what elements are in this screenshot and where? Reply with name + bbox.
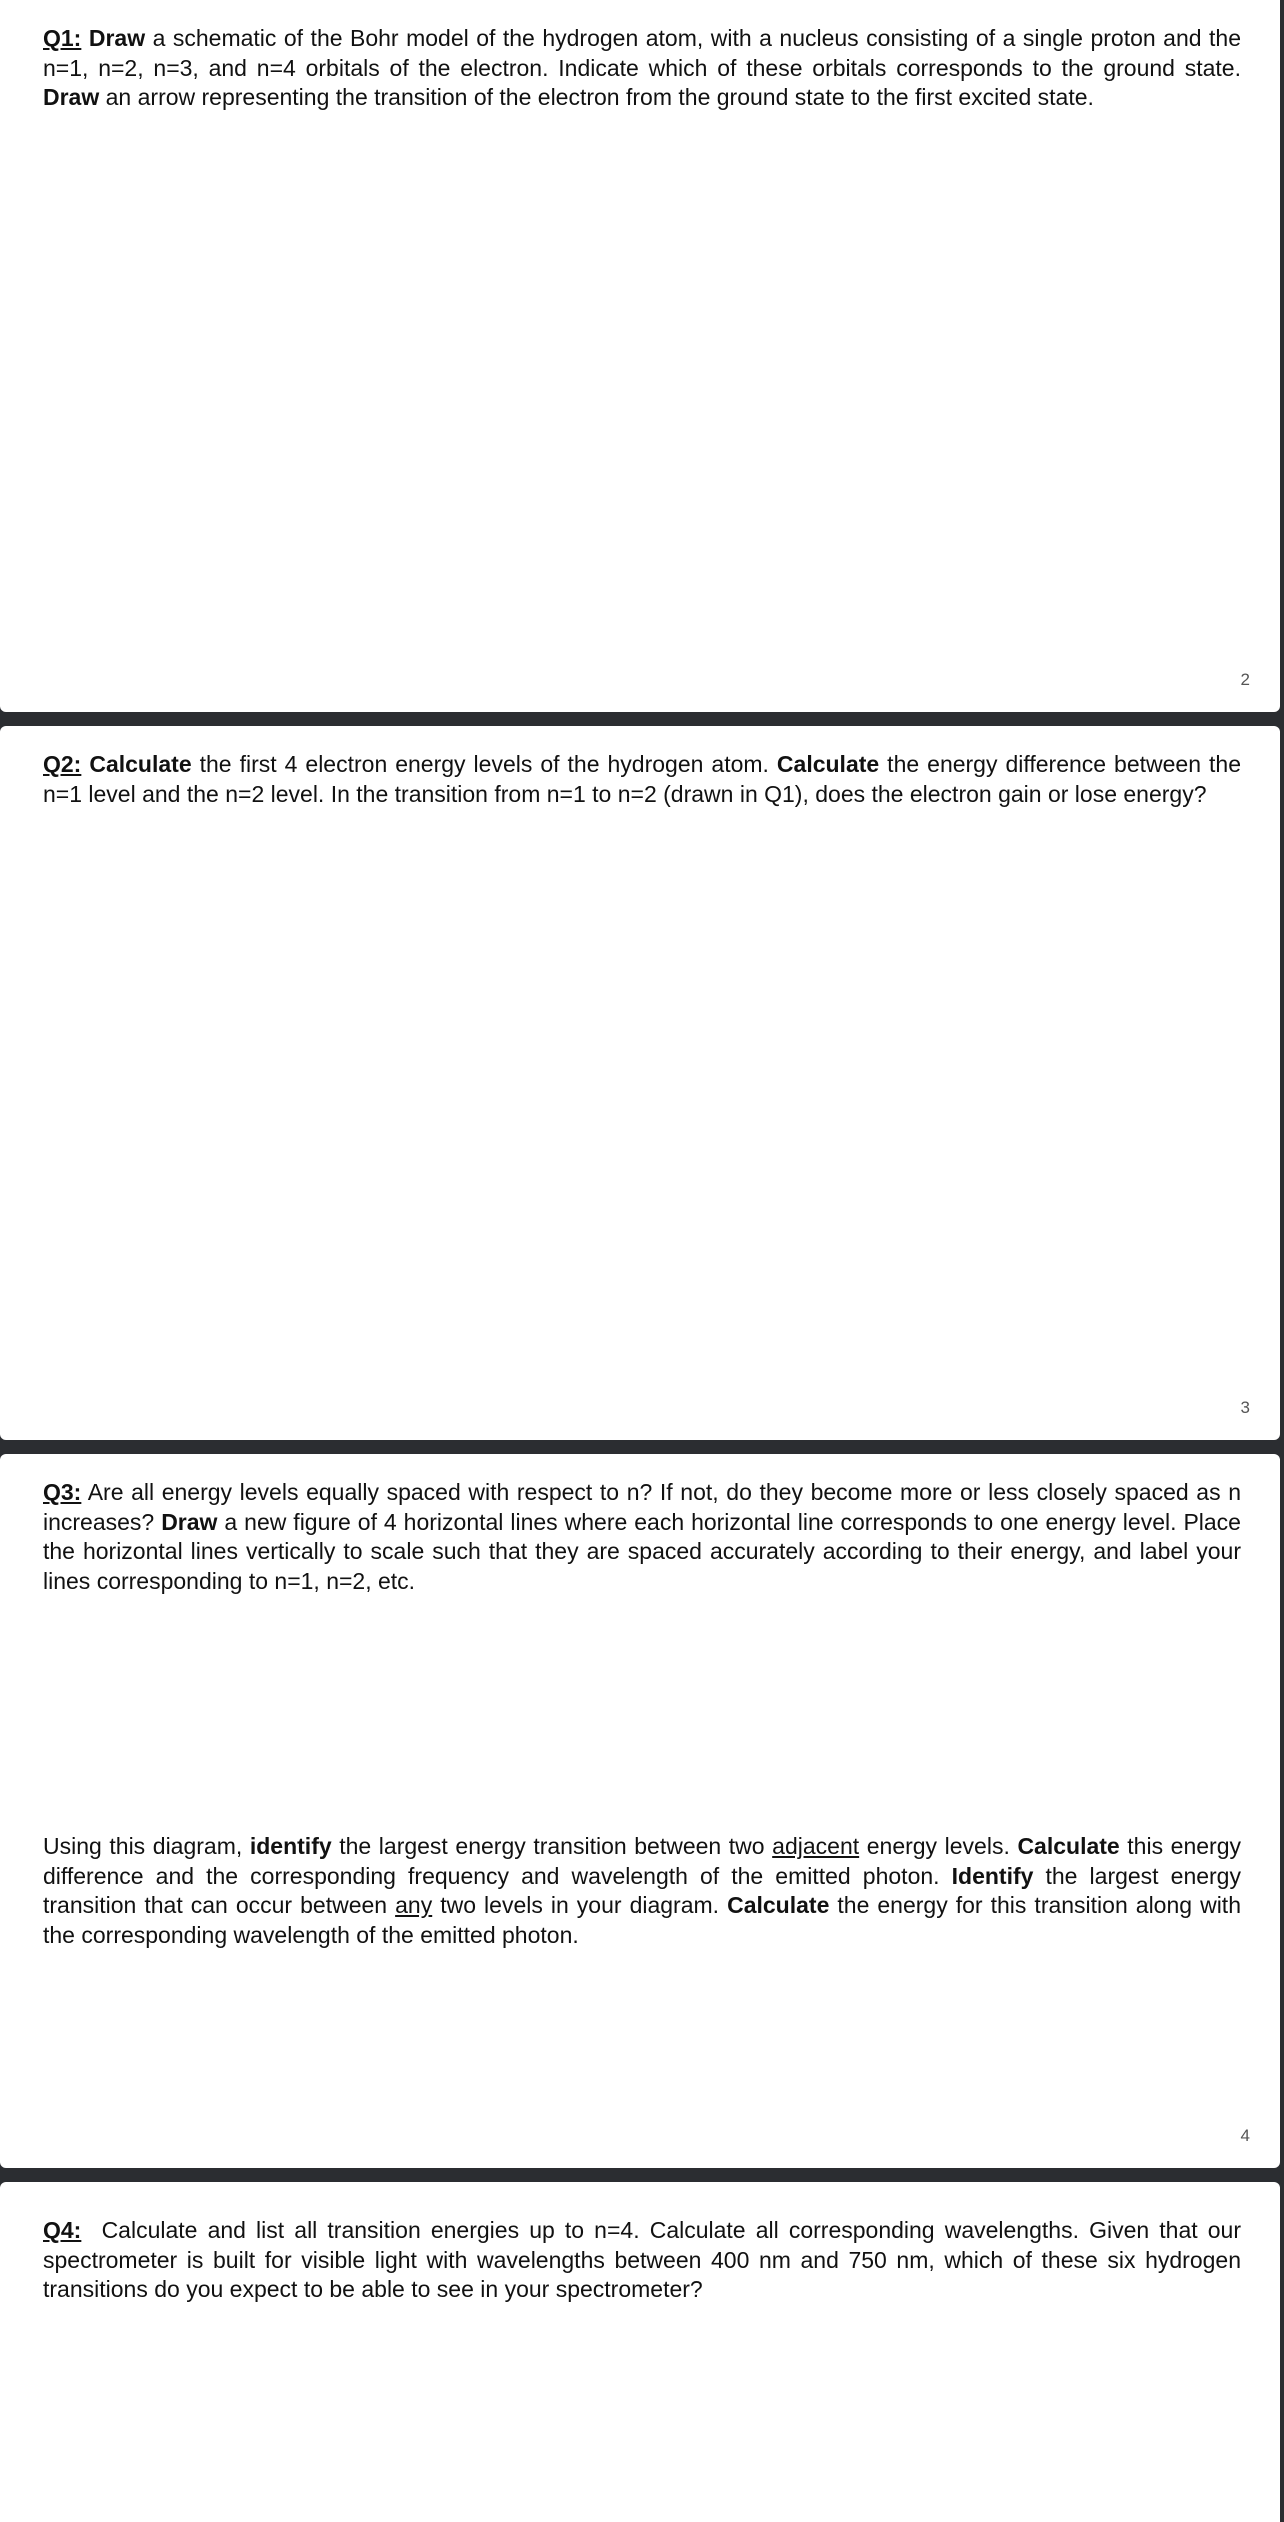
question-q3-followup: Using this diagram, identify the largest energy transition between two adjacent energy levels. Calculate this energy difference and the corresponding frequency and wavelength of the emitted photon. Identify the largest energy transition that can occur between any two levels in your diagram. Calculate the energy for this transition along with the corresponding wavelength of the emitted photon. bbox=[43, 1833, 1241, 1948]
question-q2: Q2: Calculate the first 4 electron energy levels of the hydrogen atom. Calculate the energy difference between the n=1 level and the n=2 level. In the transition from n=1 to n=2 (drawn in Q1), does the electron gain or lose energy? bbox=[43, 751, 1241, 807]
question-label-q4: Q4: bbox=[43, 2217, 82, 2243]
question-label-q3: Q3: bbox=[43, 1479, 82, 1505]
page-number: 4 bbox=[1240, 2126, 1250, 2145]
question-q1: Q1: Draw a schematic of the Bohr model of the hydrogen atom, with a nucleus consisting of a single proton and the n=1, n=2, n=3, and n=4 orbitals of the electron. Indicate which of these orbitals corresponds to the ground state. Draw an arrow representing the transition of the electron from the ground state to the first excited state. bbox=[43, 25, 1241, 110]
question-label-q2: Q2: bbox=[43, 751, 82, 777]
question-q4: Q4: Calculate and list all transition energies up to n=4. Calculate all corresponding wavelengths. Given that our spectrometer is built for visible light with wavelengths between 400 nm and 750 nm, which of these six hydrogen transitions do you expect to be able to see in your spectrometer? bbox=[43, 2217, 1248, 2302]
question-q3: Q3: Are all energy levels equally spaced with respect to n? If not, do they become more or less closely spaced as n increases? Draw a new figure of 4 horizontal lines where each horizontal line corresponds to one energy level. Place the horizontal lines vertically to scale such that they are spaced accurately according to their energy, and label your lines corresponding to n=1, n=2, etc. bbox=[43, 1479, 1241, 1594]
document-page-q4 bbox=[0, 2182, 1280, 2522]
page-number: 3 bbox=[1240, 1398, 1250, 1417]
document-page-q1 bbox=[0, 0, 1280, 712]
document-page-q2 bbox=[0, 726, 1280, 1440]
document-page-q3 bbox=[0, 1454, 1280, 2168]
page-number: 2 bbox=[1240, 670, 1250, 689]
question-label-q1: Q1: bbox=[43, 25, 82, 51]
